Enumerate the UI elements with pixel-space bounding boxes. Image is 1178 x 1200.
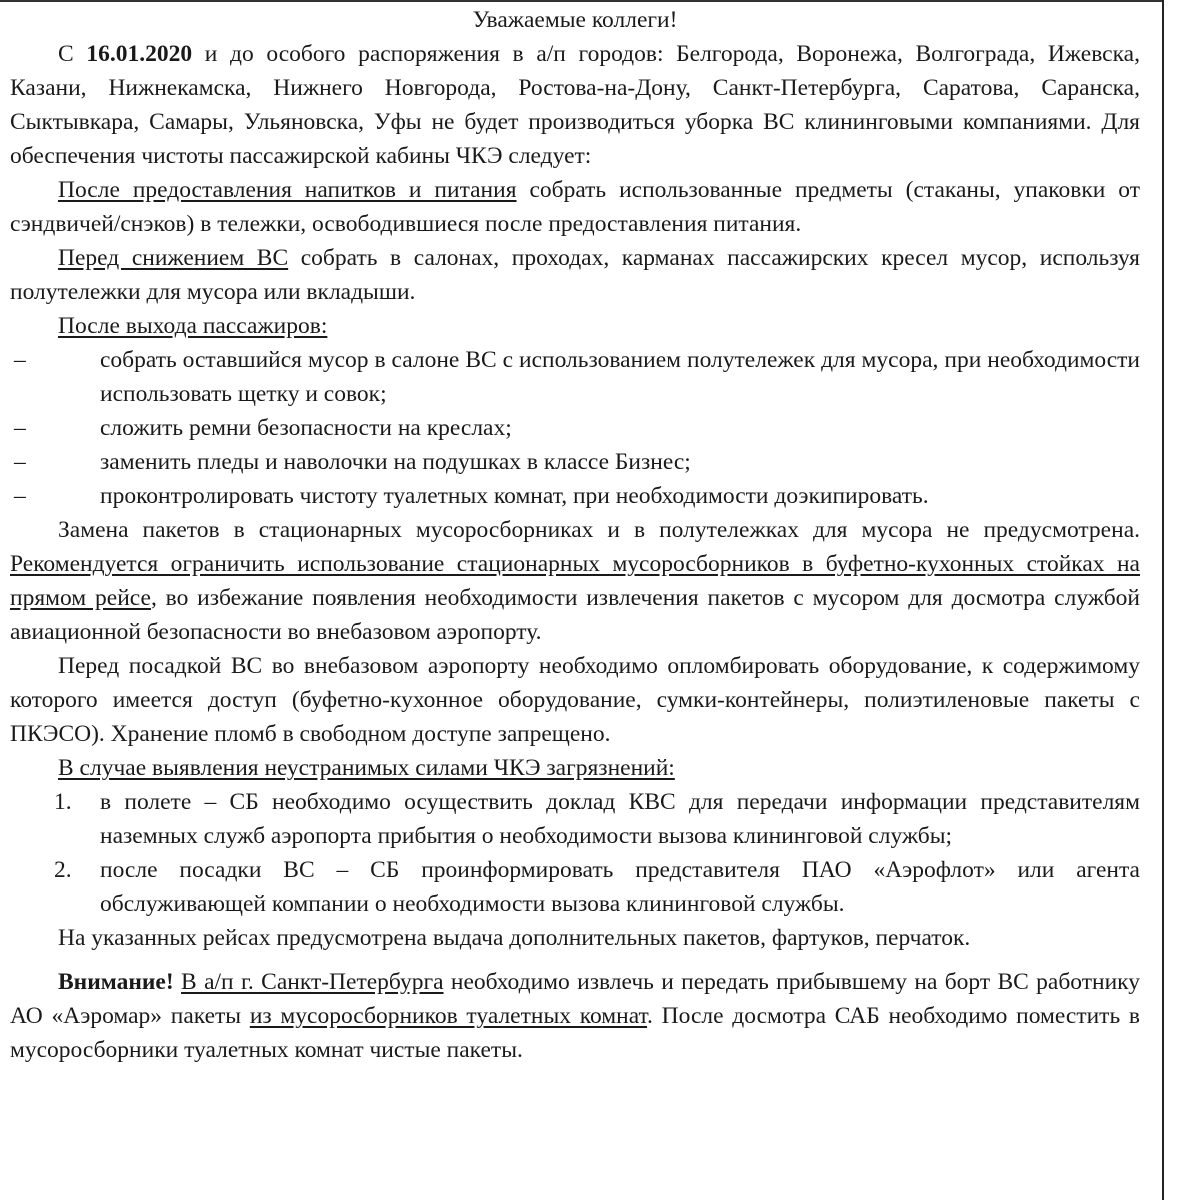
numbered-item [10,785,1140,853]
meals-text: собрать использованные предметы (стаканы, упаковки от сэндвичей/снэков) в тележки, освободившиеся после предоставления питания. [10,177,1140,237]
contamination-heading-text: В случае выявления неустранимых силами ЧКЭ загрязнений: [58,755,675,781]
intro-pre: С [58,41,87,67]
bags-rest: , во избежание появления необходимости извлечения пакетов с мусором для досмотра службой авиационной безопасности во внебазовом аэропорту. [10,585,1140,645]
dash-marker: – [14,449,26,475]
intro-paragraph [10,37,1140,173]
attention-location: В а/п г. Санкт-Петербурга [181,969,444,995]
meals-heading: После предоставления напитков и питания [58,177,517,203]
list-item-text: сложить ремни безопасности на креслах; [100,415,512,441]
dash-marker: – [14,415,26,441]
after-exit-heading-text: После выхода пассажиров: [58,313,328,339]
descent-paragraph [10,241,1140,309]
list-item-text: собрать оставшийся мусор в салоне ВС с использованием полутележек для мусора, при необходимости использовать щетку и совок; [100,347,1140,407]
attention-middle: необходимо извлечь и передать прибывшему на борт ВС работнику АО «Аэромар» пакеты [10,969,1141,1029]
item-number: 1. [54,789,72,815]
attention-paragraph [10,965,1140,1067]
seal-paragraph: Перед посадкой ВС во внебазовом аэропорту необходимо опломбировать оборудование, к содержимому которого имеется доступ (буфетно-кухонное оборудование, сумки-контейнеры, полиэтиленовые пакеты с ПКЭСО). Хранение пломб в свободном доступе запрещено. [10,653,1140,747]
meals-paragraph [10,173,1140,241]
page-title: Уважаемые коллеги! [472,7,678,33]
supplies-paragraph: На указанных рейсах предусмотрена выдача дополнительных пакетов, фартуков, перчаток. [58,925,971,951]
list-item-text: заменить пледы и наволочки на подушках в классе Бизнес; [100,449,691,475]
attention-source: из мусоросборников туалетных комнат [249,1003,648,1029]
bags-recommendation: Рекомендуется ограничить использование стационарных мусоросборников в буфетно-кухонных стойках на прямом рейсе [10,551,1140,611]
item-number: 2. [54,857,72,883]
memo-page [10,0,1140,1067]
attention-space [174,969,181,995]
dash-marker: – [14,347,26,373]
attention-end: . После досмотра САБ необходимо поместить в мусоросборники туалетных комнат чистые пакеты. [10,1003,1140,1063]
numbered-item-text: в полете – СБ необходимо осуществить доклад КВС для передачи информации представителям наземных служб аэропорта прибытия о необходимости вызова клининговой службы; [100,789,1140,849]
list-item [10,343,1140,411]
numbered-item [10,853,1140,921]
descent-heading: Перед снижением ВС [58,245,289,271]
list-item [10,479,1140,513]
descent-text: собрать в салонах, проходах, карманах пассажирских кресел мусор, используя полутележки для мусора или вкладыши. [10,245,1140,305]
dash-marker: – [14,483,26,509]
intro-date: 16.01.2020 [86,41,193,67]
list-item [10,445,1140,479]
bags-pre: Замена пакетов в стационарных мусоросборниках и в полутележках для мусора не предусмотрена. [58,517,1140,543]
spacer [10,955,1140,965]
intro-rest: и до особого распоряжения в а/п городов: Белгорода, Воронежа, Волгограда, Ижевска, Казани, Нижнекамска, Нижнего Новгорода, Ростова-на-Дону, Санкт-Петербурга, Саратова, Саранска, Сыктывкара, Самары, Ульяновска, Уфы не будет производиться уборка ВС клининговыми компаниями. Для обеспечения чистоты пассажирской кабины ЧКЭ следует: [10,41,1140,169]
list-item [10,411,1140,445]
bags-paragraph [10,513,1140,649]
after-exit-heading [10,309,1140,343]
contamination-heading [10,751,1140,785]
list-item-text: проконтролировать чистоту туалетных комнат, при необходимости доэкипировать. [100,483,929,509]
numbered-item-text: после посадки ВС – СБ проинформировать представителя ПАО «Аэрофлот» или агента обслуживающей компании о необходимости вызова клининговой службы. [100,857,1140,917]
attention-label: Внимание! [58,969,174,995]
